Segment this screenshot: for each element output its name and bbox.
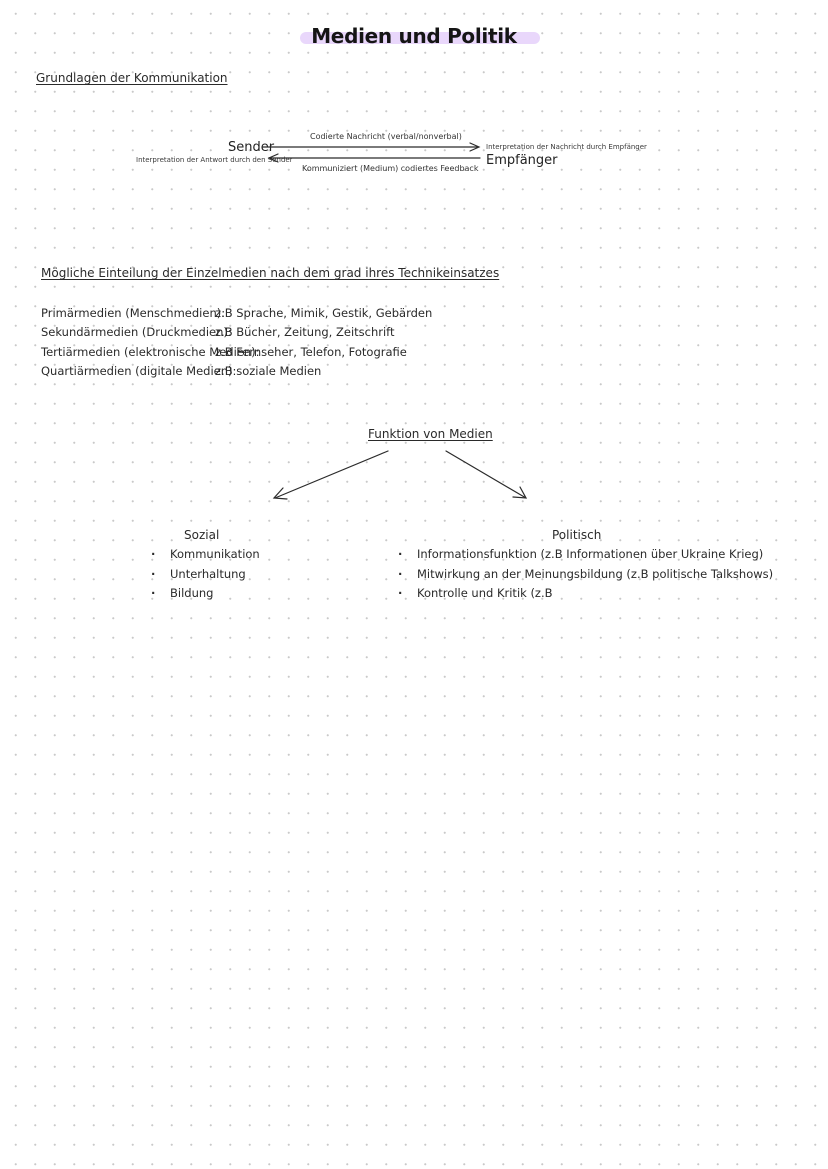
receiver-label: Empfänger: [486, 153, 558, 168]
classification-row: [41, 325, 395, 339]
political-list: [397, 545, 773, 604]
classification-row: [41, 345, 407, 359]
page-title: Medien und Politik: [311, 24, 517, 48]
row-label: Tertiärmedien (elektronische Medien):: [41, 345, 260, 359]
classification-row: [41, 364, 321, 378]
row-label: Primärmedien (Menschmedien):: [41, 306, 226, 320]
row-value: z.B Fernseher, Telefon, Fotografie: [215, 345, 407, 359]
communication-heading: Grundlagen der Kommunikation: [36, 71, 228, 85]
list-item: · Informationsfunktion (z.B Informationen über Ukraine Krieg): [397, 545, 773, 565]
list-item: · Kontrolle und Kritik (z.B: [397, 584, 773, 604]
social-heading: Sozial: [184, 528, 220, 542]
classification-row: [41, 306, 432, 320]
row-label: Quartiärmedien (digitale Medien):: [41, 364, 237, 378]
top-arrow-label: Codierte Nachricht (verbal/nonverbal): [310, 132, 462, 141]
arrow-to-political: [446, 451, 526, 498]
row-value: z.B Bücher, Zeitung, Zeitschrift: [215, 325, 395, 339]
row-value: z.B soziale Medien: [215, 364, 322, 378]
functions-heading: Funktion von Medien: [368, 427, 493, 441]
row-label: Sekundärmedien (Druckmedien):: [41, 325, 232, 339]
sender-label: Sender: [228, 140, 275, 155]
classification-heading: Mögliche Einteilung der Einzelmedien nach dem grad ihres Technikeinsatzes: [41, 266, 500, 280]
arrow-to-social: [275, 451, 388, 498]
list-item: · Kommunikation: [150, 545, 260, 565]
list-item: · Mitwirkung an der Meinungsbildung (z.B politische Talkshows): [397, 565, 773, 585]
list-item: · Bildung: [150, 584, 260, 604]
receiver-note: Interpretation der Nachricht durch Empfänger: [486, 143, 647, 151]
political-heading: Politisch: [552, 528, 602, 542]
social-list: [150, 545, 260, 604]
row-value: z.B Sprache, Mimik, Gestik, Gebärden: [215, 306, 433, 320]
bottom-arrow-label: Kommuniziert (Medium) codiertes Feedback: [302, 164, 479, 173]
list-item: · Unterhaltung: [150, 565, 260, 585]
sender-note: Interpretation der Antwort durch den Sender: [136, 156, 293, 164]
